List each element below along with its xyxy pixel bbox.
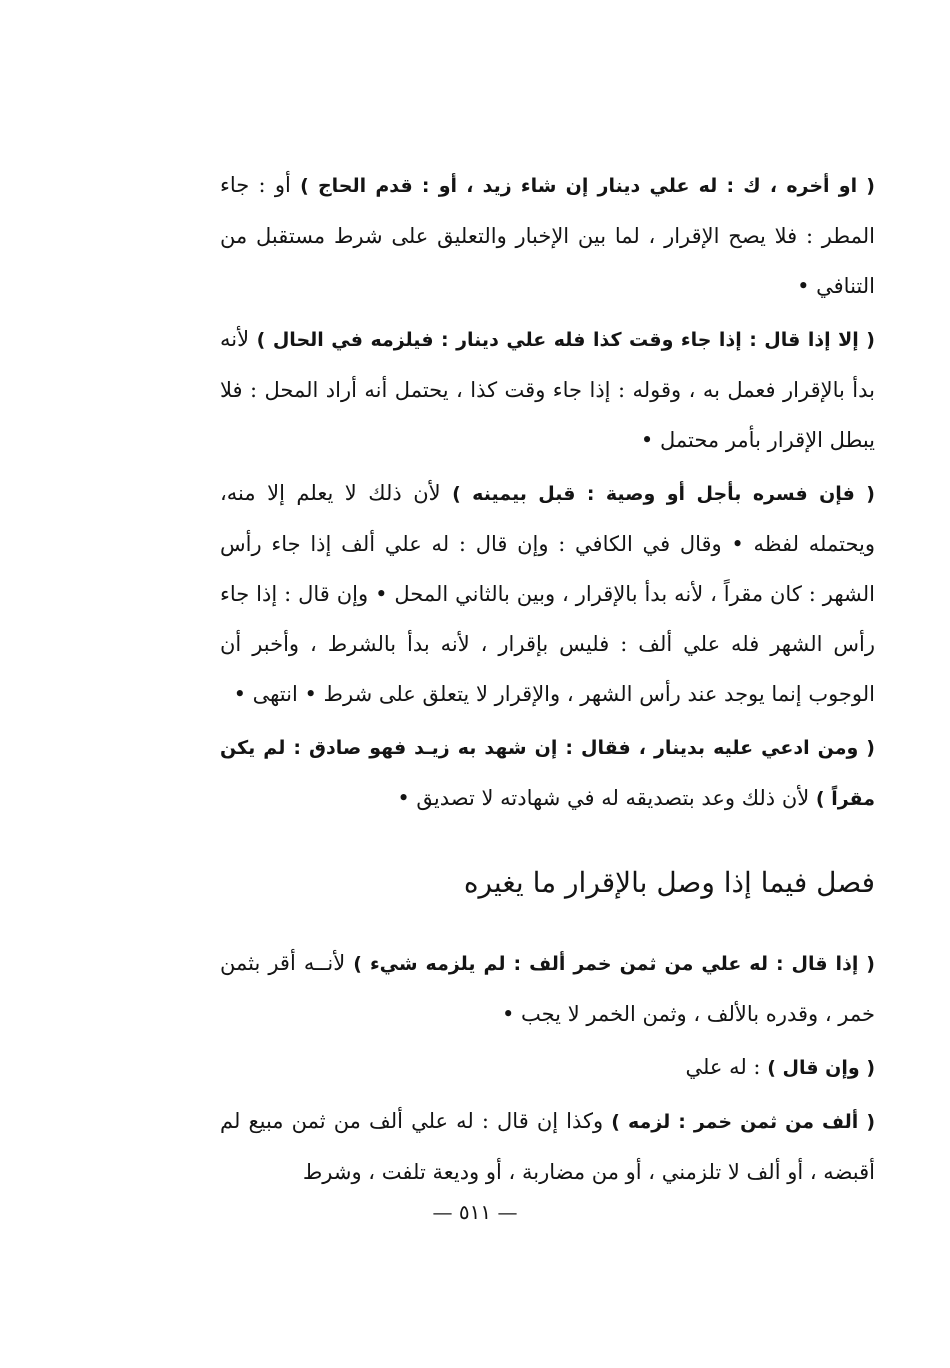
paragraph-5 — [220, 938, 875, 1039]
paragraph-6 — [220, 1042, 875, 1093]
paragraph-5-bold: ( إذا قال : له علي من ثمن خمر ألف : لم يلزمه شيء ) — [353, 953, 875, 975]
paragraph-1 — [220, 160, 875, 311]
paragraph-2-text: لأنه بدأ بالإقرار فعمل به ، وقوله : إذا جاء وقت كذا ، يحتمل أنه أراد المحل : فلا يبطل الإقرار بأمر محتمل • — [220, 327, 875, 452]
page-number: — ٥١١ — — [432, 1200, 518, 1224]
paragraph-4-bold: ( ومن ادعي عليه بدينار ، فقال : إن شهد به زيـد فهو صادق : لم يكن مقراً ) — [220, 737, 875, 810]
paragraph-7-bold: ( ألف من ثمن خمر : لزمه ) — [611, 1111, 875, 1133]
paragraph-6-text: : له علي — [685, 1055, 768, 1079]
paragraph-3-bold: ( فإن فسره بأجل أو وصية : قبل بيمينه ) — [452, 483, 875, 505]
paragraph-3-text: لأن ذلك لا يعلم إلا منه، ويحتمله لفظه • وقال في الكافي : وإن قال : له علي ألف إذا جاء رأس الشهر : كان مقراً ، لأنه بدأ بالإقرار ، وبين بالثاني المحل • وإن قال : إذا جاء رأس الشهر فله علي ألف : فليس بإقرار ، لأنه بدأ بالشرط ، وأخبر أن الوجوب إنما يوجد عند رأس الشهر ، والإقرار لا يتعلق على شرط • انتهى • — [220, 481, 875, 706]
paragraph-5-text: لأنــه أقر بثمن خمر ، وقدره بالألف ، وثمن الخمر لا يجب • — [220, 951, 875, 1026]
paragraph-1-text: أو : جاء المطر : فلا يصح الإقرار ، لما بين الإخبار والتعليق على شرط مستقبل من التنافي • — [220, 173, 875, 298]
paragraph-4 — [220, 722, 875, 824]
paragraph-2-bold: ( إلا إذا قال : إذا جاء وقت كذا فله علي دينار : فيلزمه في الحال ) — [256, 329, 875, 351]
paragraph-2 — [220, 314, 875, 465]
text-body — [220, 160, 875, 1197]
section-heading: فصل فيما إذا وصل بالإقرار ما يغيره — [463, 866, 875, 899]
paragraph-6-bold: ( وإن قال ) — [767, 1057, 875, 1079]
paragraph-7 — [220, 1096, 875, 1197]
paragraph-7-text: وكذا إن قال : له علي ألف من ثمن مبيع لم أقبضه ، أو ألف لا تلزمني ، أو من مضاربة ، أو وديعة تلفت ، وشرط — [220, 1109, 875, 1184]
paragraph-3 — [220, 468, 875, 719]
paragraph-4-text: لأن ذلك وعد بتصديقه له في شهادته لا تصديق • — [397, 786, 816, 810]
paragraph-1-bold: ( او أخره ، ك : له علي دينار إن شاء زيد ، أو : قدم الحاج ) — [300, 175, 875, 197]
